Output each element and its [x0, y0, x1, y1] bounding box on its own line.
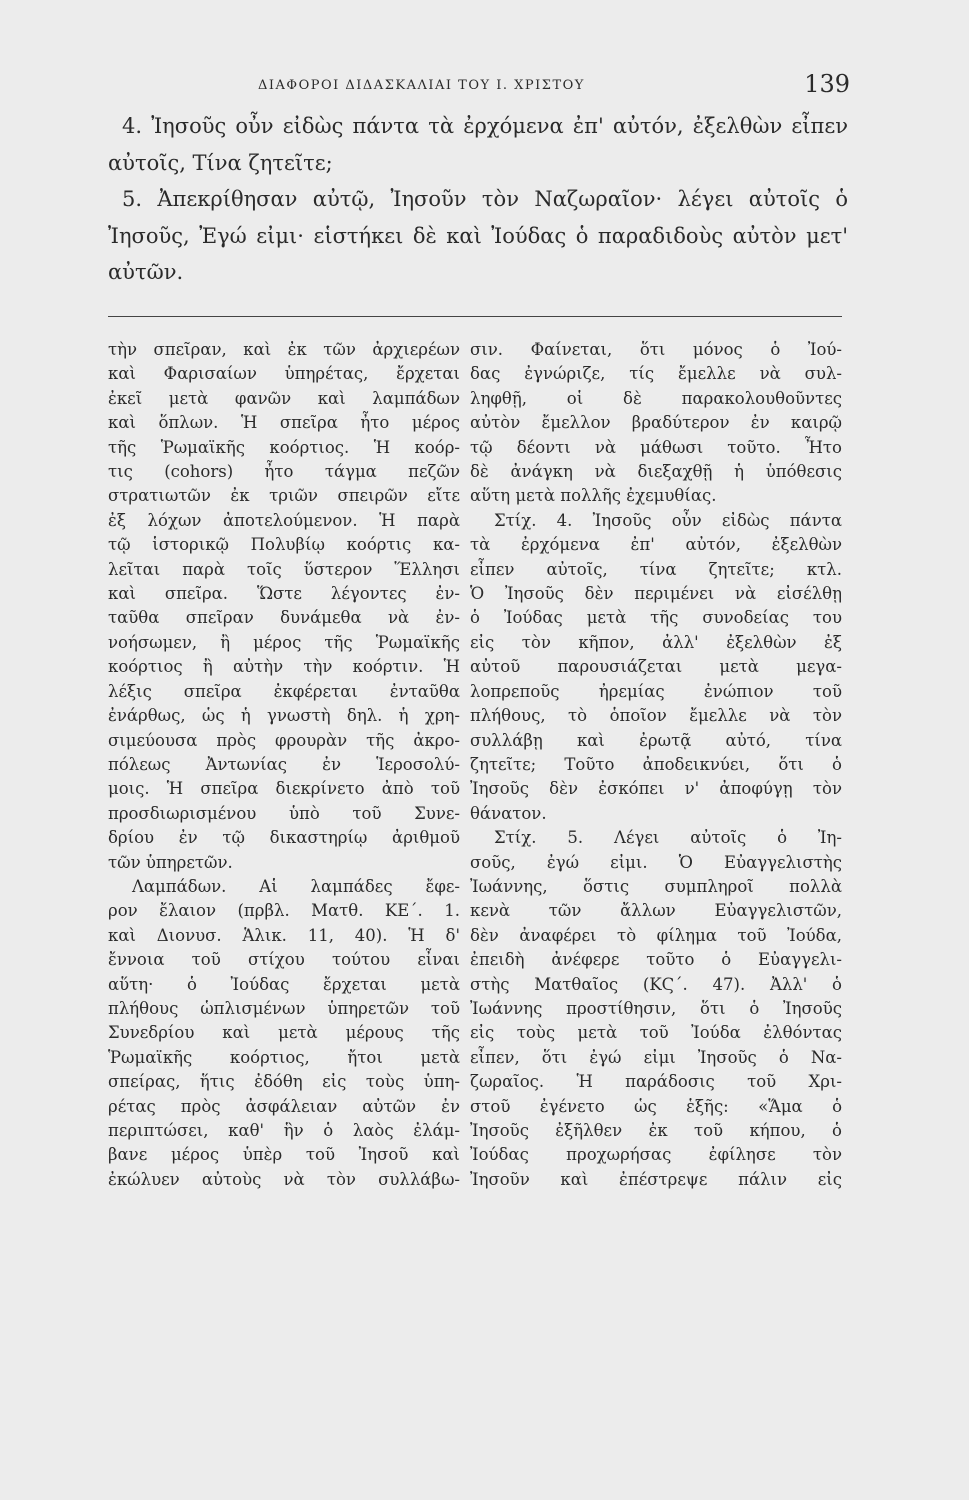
running-header: ΔΙΑΦΟΡΟΙ ΔΙΔΑΣΚΑΛΙΑΙ ΤΟΥ Ι. ΧΡΙΣΤΟΥ — [258, 78, 585, 93]
commentary-line: τῆς Ῥωμαϊκῆς κοόρτιος. Ἡ κοόρ- — [108, 437, 460, 457]
commentary-line: ἐκεῖ μετὰ φανῶν καὶ λαμπάδων — [108, 388, 460, 408]
commentary-line: θάνατον. — [470, 803, 547, 823]
commentary-line: πλήθους ὡπλισμένων ὑπηρετῶν τοῦ — [108, 998, 460, 1018]
commentary-line: Ἰωάννης, ὅστις συμπληροῖ πολλὰ — [470, 876, 842, 896]
commentary-line: τῶν ὑπηρετῶν. — [108, 852, 233, 872]
commentary-line: εἰς τοὺς μετὰ τοῦ Ἰούδα ἐλθόντας — [470, 1023, 842, 1043]
footnote-divider — [108, 316, 842, 317]
commentary-line: σιμεύουσα πρὸς φρουρὰν τῆς ἀκρο- — [108, 730, 460, 750]
commentary-line: πόλεως Ἀντωνίας ἐν Ἱεροσολύ- — [108, 754, 460, 774]
commentary-line: δὲ ἀνάγκη νὰ διεξαχθῇ ἡ ὑπόθεσις — [470, 462, 842, 482]
commentary-line: σπείρας, ἥτις ἐδόθη εἰς τοὺς ὑπη- — [108, 1072, 460, 1092]
commentary-line: Ἰησοῦν καὶ ἐπέστρεψε πάλιν εἰς — [470, 1169, 842, 1189]
commentary-line: ἐκώλυεν αὐτοὺς νὰ τὸν συλλάβω- — [108, 1169, 460, 1189]
commentary-line: Ῥωμαϊκῆς κοόρτιος, ἤτοι μετὰ — [108, 1047, 460, 1067]
commentary-line: προσδιωρισμένου ὑπὸ τοῦ Συνε- — [108, 803, 460, 823]
commentary-line: ἐπειδὴ ἀνέφερε τοῦτο ὁ Εὐαγγελι- — [470, 950, 842, 970]
commentary-line: τὴν σπεῖραν, καὶ ἐκ τῶν ἀρχιερέων — [108, 340, 460, 359]
commentary-line: δας ἐγνώριζε, τίς ἔμελλε νὰ συλ- — [470, 364, 842, 384]
commentary-line: περιπτώσει, καθ' ἣν ὁ λαὸς ἐλάμ- — [108, 1121, 460, 1140]
commentary-line: στὴς Ματθαῖος (ΚϚ΄. 47). Ἀλλ' ὁ — [470, 974, 842, 994]
commentary-line: καὶ Φαρισαίων ὑπηρέτας, ἔρχεται — [108, 364, 460, 384]
commentary-line: αὕτη· ὁ Ἰούδας ἔρχεται μετὰ — [108, 974, 460, 994]
commentary-line: Στίχ. 4. Ἰησοῦς οὖν εἰδὼς πάντα — [494, 510, 842, 530]
commentary-line: κενὰ τῶν ἄλλων Εὐαγγελιστῶν, — [470, 901, 842, 921]
commentary-line: ρέτας πρὸς ἀσφάλειαν αὐτῶν ἐν — [108, 1096, 460, 1116]
commentary-line: ἐνάρθως, ὡς ἡ γνωστὴ δηλ. ἡ χρη- — [108, 706, 460, 726]
page-number: 139 — [804, 70, 850, 98]
verse-4: 4. Ἰησοῦς οὖν εἰδὼς πάντα τὰ ἐρχόμενα ἐπ' αὐτόν, ἐξελθὼν εἶπεν αὐτοῖς, Τίνα ζητεῖτε; — [108, 114, 848, 175]
commentary-line: Ἰησοῦς δὲν ἐσκόπει ν' ἀποφύγῃ τὸν — [470, 779, 842, 799]
commentary-line: αὐτοῦ παρουσιάζεται μετὰ μεγα- — [470, 657, 842, 677]
commentary-line: ρον ἔλαιον (πρβλ. Ματθ. ΚΕ΄. 1. — [108, 901, 460, 921]
commentary-line: τῷ ἱστορικῷ Πολυβίῳ κοόρτις κα- — [108, 535, 460, 555]
commentary-line: στοῦ ἐγένετο ὡς ἑξῆς: «Ἅμα ὁ — [470, 1096, 842, 1116]
commentary-line: λοπρεποῦς ἠρεμίας ἐνώπιον τοῦ — [470, 681, 842, 701]
commentary-line: σιν. Φαίνεται, ὅτι μόνος ὁ Ἰού- — [470, 340, 842, 359]
commentary-line: δρίου ἐν τῷ δικαστηρίῳ ἀριθμοῦ — [108, 828, 460, 848]
commentary-line: Συνεδρίου καὶ μετὰ μέρους τῆς — [108, 1023, 460, 1043]
commentary-line: αὐτὸν ἔμελλον βραδύτερον ἐν καιρῷ — [470, 413, 842, 433]
commentary-line: εἰς τὸν κῆπον, ἀλλ' ἐξελθὼν ἐξ — [470, 632, 842, 652]
commentary-line: μοις. Ἡ σπεῖρα διεκρίνετο ἀπὸ τοῦ — [108, 779, 460, 799]
commentary-line: τις (cohors) ἦτο τάγμα πεζῶν — [108, 462, 460, 482]
commentary-line: Στίχ. 5. Λέγει αὐτοῖς ὁ Ἰη- — [494, 828, 842, 848]
commentary-line: Ἰησοῦς ἐξῆλθεν ἐκ τοῦ κήπου, ὁ — [470, 1121, 842, 1140]
commentary-line: βανε μέρος ὑπὲρ τοῦ Ἰησοῦ καὶ — [108, 1145, 460, 1165]
commentary-line: καὶ σπεῖρα. Ὥστε λέγοντες ἐν- — [108, 584, 460, 604]
commentary-line: εἶπεν, ὅτι ἐγώ εἰμι Ἰησοῦς ὁ Να- — [470, 1047, 842, 1067]
commentary-line: ἔννοια τοῦ στίχου τούτου εἶναι — [108, 950, 460, 970]
commentary-line: ἐξ λόχων ἀποτελούμενον. Ἡ παρὰ — [108, 510, 460, 530]
commentary-left-column — [108, 338, 460, 1192]
commentary-line: ζωραῖος. Ἡ παράδοσις τοῦ Χρι- — [470, 1072, 842, 1092]
commentary-line: ληφθῇ, οἱ δὲ παρακολουθοῦντες — [470, 388, 842, 408]
commentary-line: Ἰούδας προχωρήσας ἐφίλησε τὸν — [470, 1145, 842, 1165]
commentary-right-column — [470, 338, 842, 1192]
commentary-line: αὕτη μετὰ πολλῆς ἐχεμυθίας. — [470, 486, 717, 506]
commentary-line: λεῖται παρὰ τοῖς ὕστερον Ἕλλησι — [108, 559, 460, 579]
commentary-line: Ὁ Ἰησοῦς δὲν περιμένει νὰ εἰσέλθῃ — [470, 584, 842, 604]
commentary-line: ζητεῖτε; Τοῦτο ἀποδεικνύει, ὅτι ὁ — [470, 754, 842, 774]
commentary-line: καὶ ὅπλων. Ἡ σπεῖρα ἦτο μέρος — [108, 413, 460, 433]
commentary-line: δὲν ἀναφέρει τὸ φίλημα τοῦ Ἰούδα, — [470, 925, 842, 945]
commentary-line: συλλάβῃ καὶ ἐρωτᾷ αὐτό, τίνα — [470, 730, 842, 750]
commentary-line: λέξις σπεῖρα ἐκφέρεται ἐνταῦθα — [108, 681, 460, 701]
commentary-line: ταῦθα σπεῖραν δυνάμεθα νὰ ἐν- — [108, 608, 460, 628]
commentary-line: εἶπεν αὐτοῖς, τίνα ζητεῖτε; κτλ. — [470, 559, 842, 579]
commentary-line: κοόρτιος ἢ αὐτὴν τὴν κοόρτιν. Ἡ — [108, 657, 460, 677]
verse-5: 5. Ἀπεκρίθησαν αὐτῷ, Ἰησοῦν τὸν Ναζωραῖον· λέγει αὐτοῖς ὁ Ἰησοῦς, Ἐγώ εἰμι· εἱστήκει δὲ καὶ Ἰούδας ὁ παραδιδοὺς αὐτὸν μετ' αὐτῶν. — [108, 187, 848, 284]
commentary-line: σοῦς, ἐγώ εἰμι. Ὁ Εὐαγγελιστὴς — [470, 852, 842, 872]
scripture-text — [108, 108, 848, 291]
commentary-line: πλήθους, τὸ ὁποῖον ἔμελλε νὰ τὸν — [470, 706, 842, 726]
commentary-line: τῷ δέοντι νὰ μάθωσι τοῦτο. Ἦτο — [470, 437, 842, 457]
commentary-line: καὶ Διονυσ. Ἁλικ. 11, 40). Ἡ δ' — [108, 925, 460, 945]
commentary-line: νοήσωμεν, ἢ μέρος τῆς Ῥωμαϊκῆς — [108, 632, 460, 652]
commentary-line: τὰ ἐρχόμενα ἐπ' αὐτόν, ἐξελθὼν — [470, 535, 842, 555]
commentary-line: στρατιωτῶν ἐκ τριῶν σπειρῶν εἴτε — [108, 486, 460, 506]
commentary-line: Ἰωάννης προστίθησιν, ὅτι ὁ Ἰησοῦς — [470, 998, 842, 1018]
commentary-line: ὁ Ἰούδας μετὰ τῆς συνοδείας του — [470, 608, 842, 628]
commentary-line: Λαμπάδων. Αἱ λαμπάδες ἔφε- — [132, 876, 460, 896]
